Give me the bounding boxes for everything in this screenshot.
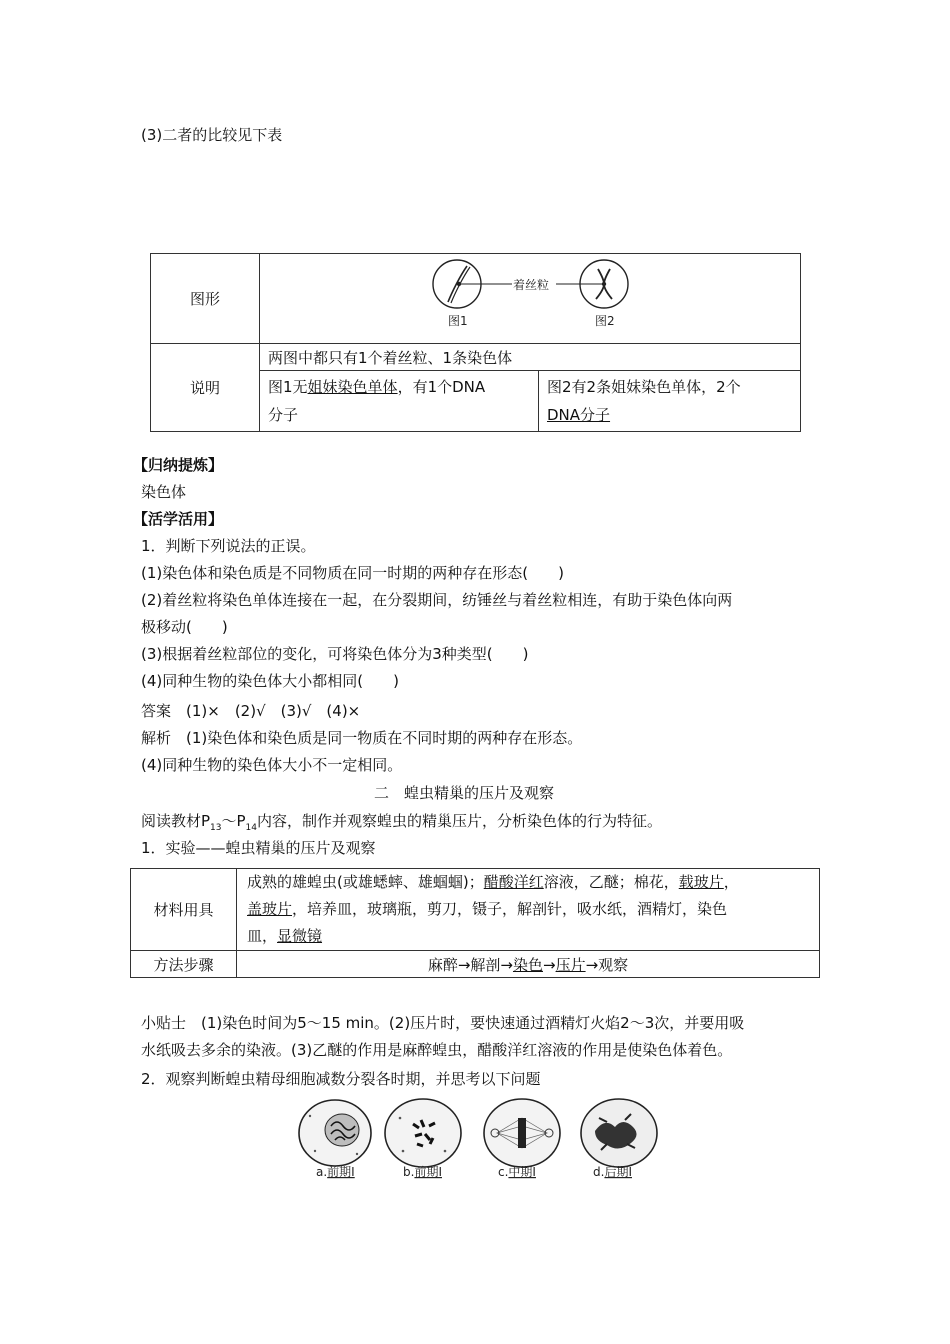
reading-instruction: 阅读教材$P_{13}\sim P_{14}$内容，制作并观察蝗虫的精巢压片，分析染色体的行为特征。 <box>141 812 663 833</box>
question-item: (4)同种生物的染色体大小都相同( ) <box>141 672 399 690</box>
fig1-caption: 图1 <box>448 314 468 328</box>
note-top: 两图中都只有1个着丝粒、1条染色体 <box>260 344 801 371</box>
cell-caption: b.前期Ⅰ <box>403 1165 442 1179</box>
experiment-table <box>130 868 820 978</box>
tip-line: 小贴士 (1)染色时间为5～15 min。(2)压片时，要快速通过酒精灯火焰2～3次，并要用吸 <box>141 1014 745 1032</box>
row-label-figure: 图形 <box>151 254 260 344</box>
answer: 答案 (1)× (2)√ (3)√ (4)× <box>141 702 361 720</box>
question-item: 极移动( ) <box>141 618 228 636</box>
steps-flow: 麻醉→解剖→染色→压片→观察 <box>237 951 820 978</box>
fig2-caption: 图2 <box>595 314 615 328</box>
note-right: 图2有2条姐妹染色单体，2个 DNA分子 <box>539 371 801 432</box>
question-item: (1)染色体和染色质是不同物质在同一时期的两种存在形态( ) <box>141 564 564 582</box>
chromosome-diagram <box>260 254 800 339</box>
tip-line: 水纸吸去多余的染液。(3)乙醚的作用是麻醉蝗虫，醋酸洋红溶液的作用是使染色体着色。 <box>141 1041 733 1059</box>
section-title: 二 蝗虫精巢的压片及观察 <box>374 784 555 802</box>
question-item: (2)着丝粒将染色单体连接在一起，在分裂期间，纺锤丝与着丝粒相连，有助于染色体向两 <box>141 591 733 609</box>
materials-list: 成熟的雄蝗虫(或雄蟋蟀、雄蝈蝈)；醋酸洋红溶液，乙醚；棉花，载玻片， 盖玻片，培养皿，玻璃瓶，剪刀，镊子，解剖针，吸水纸，酒精灯，染色 皿，显微镜 <box>237 869 820 951</box>
diagram-cell <box>260 254 801 344</box>
cell-c-image <box>484 1099 560 1167</box>
meiosis-cell-images <box>295 1096 665 1186</box>
question-title: 1．判断下列说法的正误。 <box>141 537 316 555</box>
cell-b-image <box>385 1099 461 1167</box>
summary-title: 【归纳提炼】 <box>133 456 224 474</box>
cell-d-image <box>581 1099 657 1167</box>
question-item: (3)根据着丝粒部位的变化，可将染色体分为3种类型( ) <box>141 645 529 663</box>
cell-caption: d.后期Ⅰ <box>593 1165 632 1179</box>
cell-caption: a.前期Ⅰ <box>316 1165 355 1179</box>
cell-caption: c.中期Ⅰ <box>498 1165 536 1179</box>
experiment-title: 1．实验——蝗虫精巢的压片及观察 <box>141 839 376 857</box>
note-left: 图1无姐妹染色单体，有1个DNA 分子 <box>260 371 539 432</box>
apply-title: 【活学活用】 <box>133 510 224 528</box>
summary-text: 染色体 <box>141 483 187 501</box>
observation-title: 2．观察判断蝗虫精母细胞减数分裂各时期，并思考以下问题 <box>141 1070 541 1088</box>
analysis-2: (4)同种生物的染色体大小不一定相同。 <box>141 756 403 774</box>
row-label-note: 说明 <box>151 344 260 432</box>
analysis-1: 解析 (1)染色体和染色质是同一物质在不同时期的两种存在形态。 <box>141 729 583 747</box>
steps-label: 方法步骤 <box>131 951 237 978</box>
comparison-table <box>150 253 801 432</box>
centromere-label: 着丝粒 <box>513 278 550 292</box>
section-heading: (3)二者的比较见下表 <box>141 126 283 144</box>
cell-a-image <box>299 1100 371 1166</box>
materials-label: 材料用具 <box>131 869 237 951</box>
